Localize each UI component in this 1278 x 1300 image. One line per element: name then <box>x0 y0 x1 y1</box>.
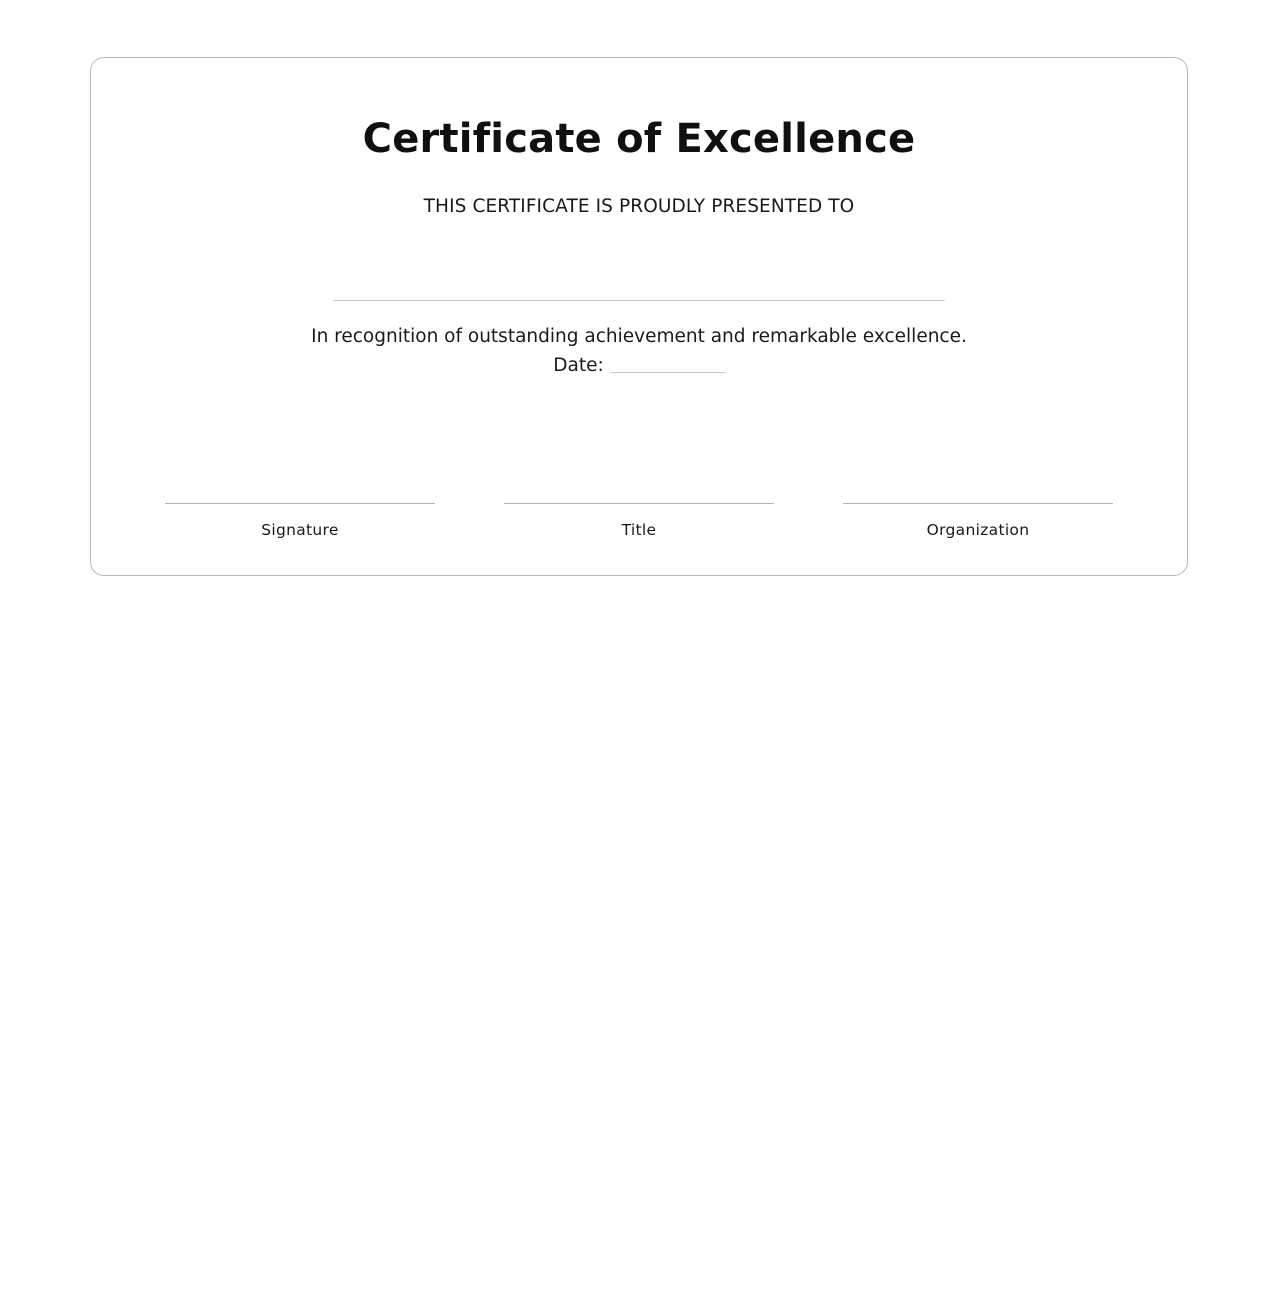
signature-label: Signature <box>261 521 339 539</box>
date-row <box>91 347 1187 376</box>
recipient-underline <box>333 300 945 301</box>
certificate-subtitle: THIS CERTIFICATE IS PROUDLY PRESENTED TO <box>423 196 855 217</box>
signature-block-signature <box>165 502 435 539</box>
signature-row <box>91 502 1187 539</box>
title-line[interactable] <box>504 502 774 504</box>
recipient-field[interactable] <box>333 217 945 301</box>
signature-block-organization <box>843 502 1113 539</box>
certificate-title: Certificate of Excellence <box>362 116 916 162</box>
organization-label: Organization <box>926 521 1030 539</box>
title-label: Title <box>621 521 657 539</box>
organization-line[interactable] <box>843 502 1113 504</box>
certificate-body-text: In recognition of outstanding achievement and remarkable excellence. <box>311 326 967 347</box>
date-label: Date: <box>553 355 604 376</box>
certificate-card <box>90 57 1188 576</box>
date-value-field[interactable] <box>611 354 725 373</box>
recipient-name-value[interactable] <box>333 269 945 295</box>
signature-line[interactable] <box>165 502 435 504</box>
signature-block-title <box>504 502 774 539</box>
